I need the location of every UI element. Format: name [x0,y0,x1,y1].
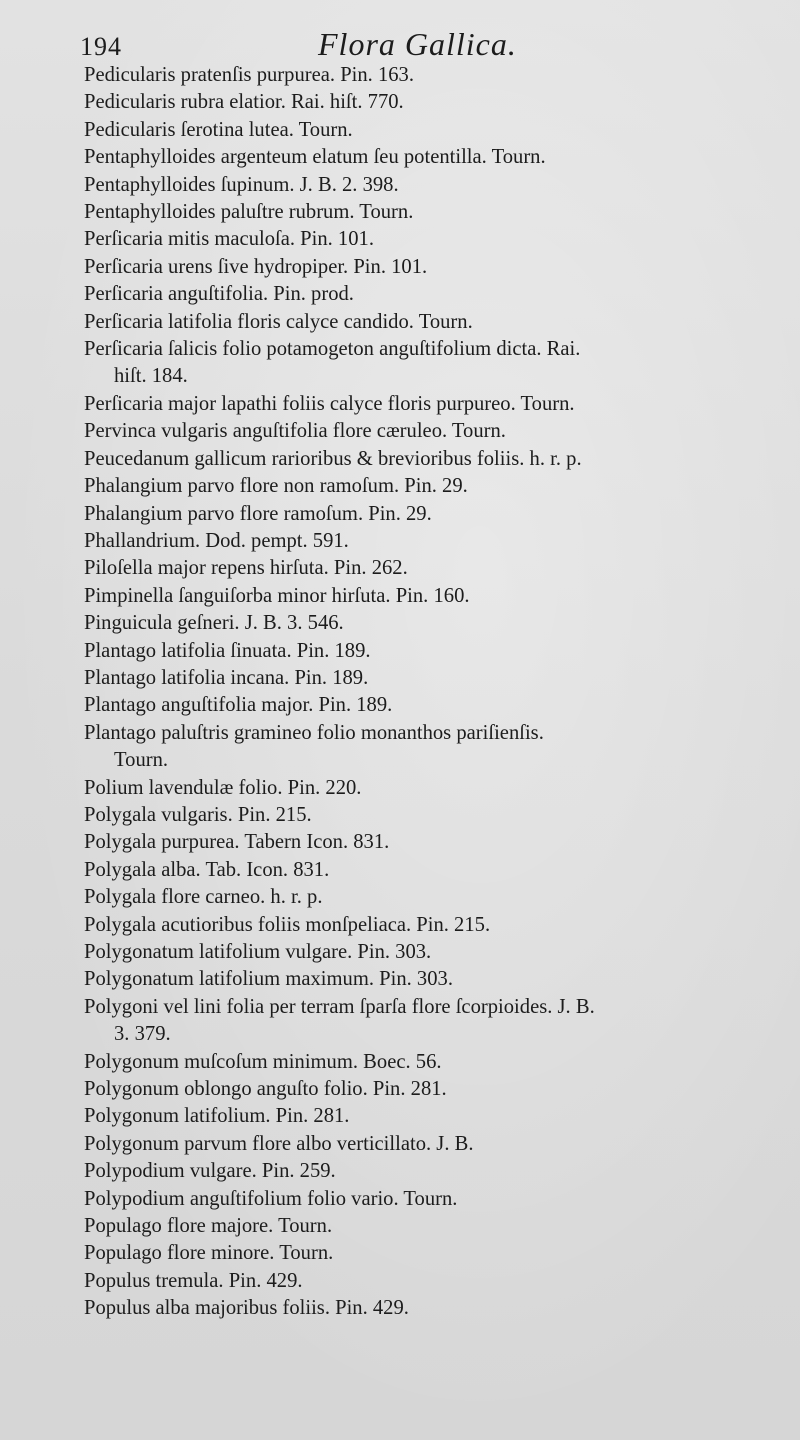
list-item: Phalangium parvo flore non ramoſum. Pin. 29. [84,475,468,498]
list-item: Pentaphylloides paluſtre rubrum. Tourn. [84,201,414,224]
list-item: Pentaphylloides argenteum elatum ſeu potentilla. Tourn. [84,146,546,169]
list-item: Polygonum latifolium. Pin. 281. [84,1105,350,1128]
list-item: Polypodium vulgare. Pin. 259. [84,1160,336,1183]
list-item: Pedicularis rubra elatior. Rai. hiſt. 770. [84,91,404,114]
list-item: Perſicaria major lapathi foliis calyce floris purpureo. Tourn. [84,392,575,415]
list-item: Polygonum oblongo anguſto folio. Pin. 281. [84,1078,447,1101]
list-item: Pervinca vulgaris anguſtifolia flore cæruleo. Tourn. [84,420,506,443]
list-item: Polygoni vel lini folia per terram ſparſa flore ſcorpioides. J. B. [84,995,595,1018]
list-item: Piloſella major repens hirſuta. Pin. 262. [84,557,408,580]
list-item: Polygala alba. Tab. Icon. 831. [84,858,330,881]
list-item: Polygala acutioribus foliis monſpeliaca. Pin. 215. [84,913,491,936]
list-item-continuation: 3. 379. [114,1023,171,1046]
list-item: Pedicularis ſerotina lutea. Tourn. [84,118,353,141]
list-item: Plantago latifolia incana. Pin. 189. [84,666,369,689]
list-item: Polium lavendulæ folio. Pin. 220. [84,776,362,799]
list-item: Populus alba majoribus foliis. Pin. 429. [84,1297,409,1320]
list-item: Pedicularis pratenſis purpurea. Pin. 163. [84,64,415,86]
list-item: Polygonum muſcoſum minimum. Boec. 56. [84,1050,442,1073]
list-item: Polypodium anguſtifolium folio vario. Tourn. [84,1187,458,1210]
list-item: Populago flore majore. Tourn. [84,1215,333,1238]
list-item: Peucedanum gallicum rarioribus & brevioribus foliis. h. r. p. [84,447,582,470]
page-header [80,22,760,62]
list-item: Perſicaria urens ſive hydropiper. Pin. 101. [84,255,428,278]
list-item: Perſicaria latifolia floris calyce candido. Tourn. [84,310,473,333]
list-item: Polygonatum latifolium maximum. Pin. 303. [84,968,453,991]
list-item: Polygala purpurea. Tabern Icon. 831. [84,831,390,854]
list-item: Plantago latifolia ſinuata. Pin. 189. [84,639,371,662]
list-item: Phallandrium. Dod. pempt. 591. [84,529,349,552]
page-number: 194 [80,32,122,61]
list-item: Pentaphylloides ſupinum. J. B. 2. 398. [84,173,399,196]
list-item: Polygala flore carneo. h. r. p. [84,886,323,909]
list-item-continuation: Tourn. [114,749,169,772]
list-item-continuation: hiſt. 184. [114,365,188,388]
list-item: Plantago paluſtris gramineo folio monanthos pariſienſis. [84,721,544,744]
list-item: Perſicaria anguſtifolia. Pin. prod. [84,283,354,306]
list-item: Polygonatum latifolium vulgare. Pin. 303. [84,941,432,963]
running-title: Flora Gallica. [318,26,517,62]
list-item: Perſicaria mitis maculoſa. Pin. 101. [84,228,374,251]
list-item: Polygala vulgaris. Pin. 215. [84,803,312,826]
plant-name-list [84,62,774,1323]
list-item: Populago flore minore. Tourn. [84,1242,334,1265]
list-item: Polygonum parvum flore albo verticillato. J. B. [84,1132,474,1155]
list-item: Phalangium parvo flore ramoſum. Pin. 29. [84,502,432,525]
list-item: Populus tremula. Pin. 429. [84,1269,303,1292]
list-item: Plantago anguſtifolia major. Pin. 189. [84,694,393,717]
list-item: Pinguicula geſneri. J. B. 3. 546. [84,612,344,635]
list-item: Perſicaria ſalicis folio potamogeton anguſtifolium dicta. Rai. [84,338,581,361]
list-item: Pimpinella ſanguiſorba minor hirſuta. Pin. 160. [84,584,470,607]
